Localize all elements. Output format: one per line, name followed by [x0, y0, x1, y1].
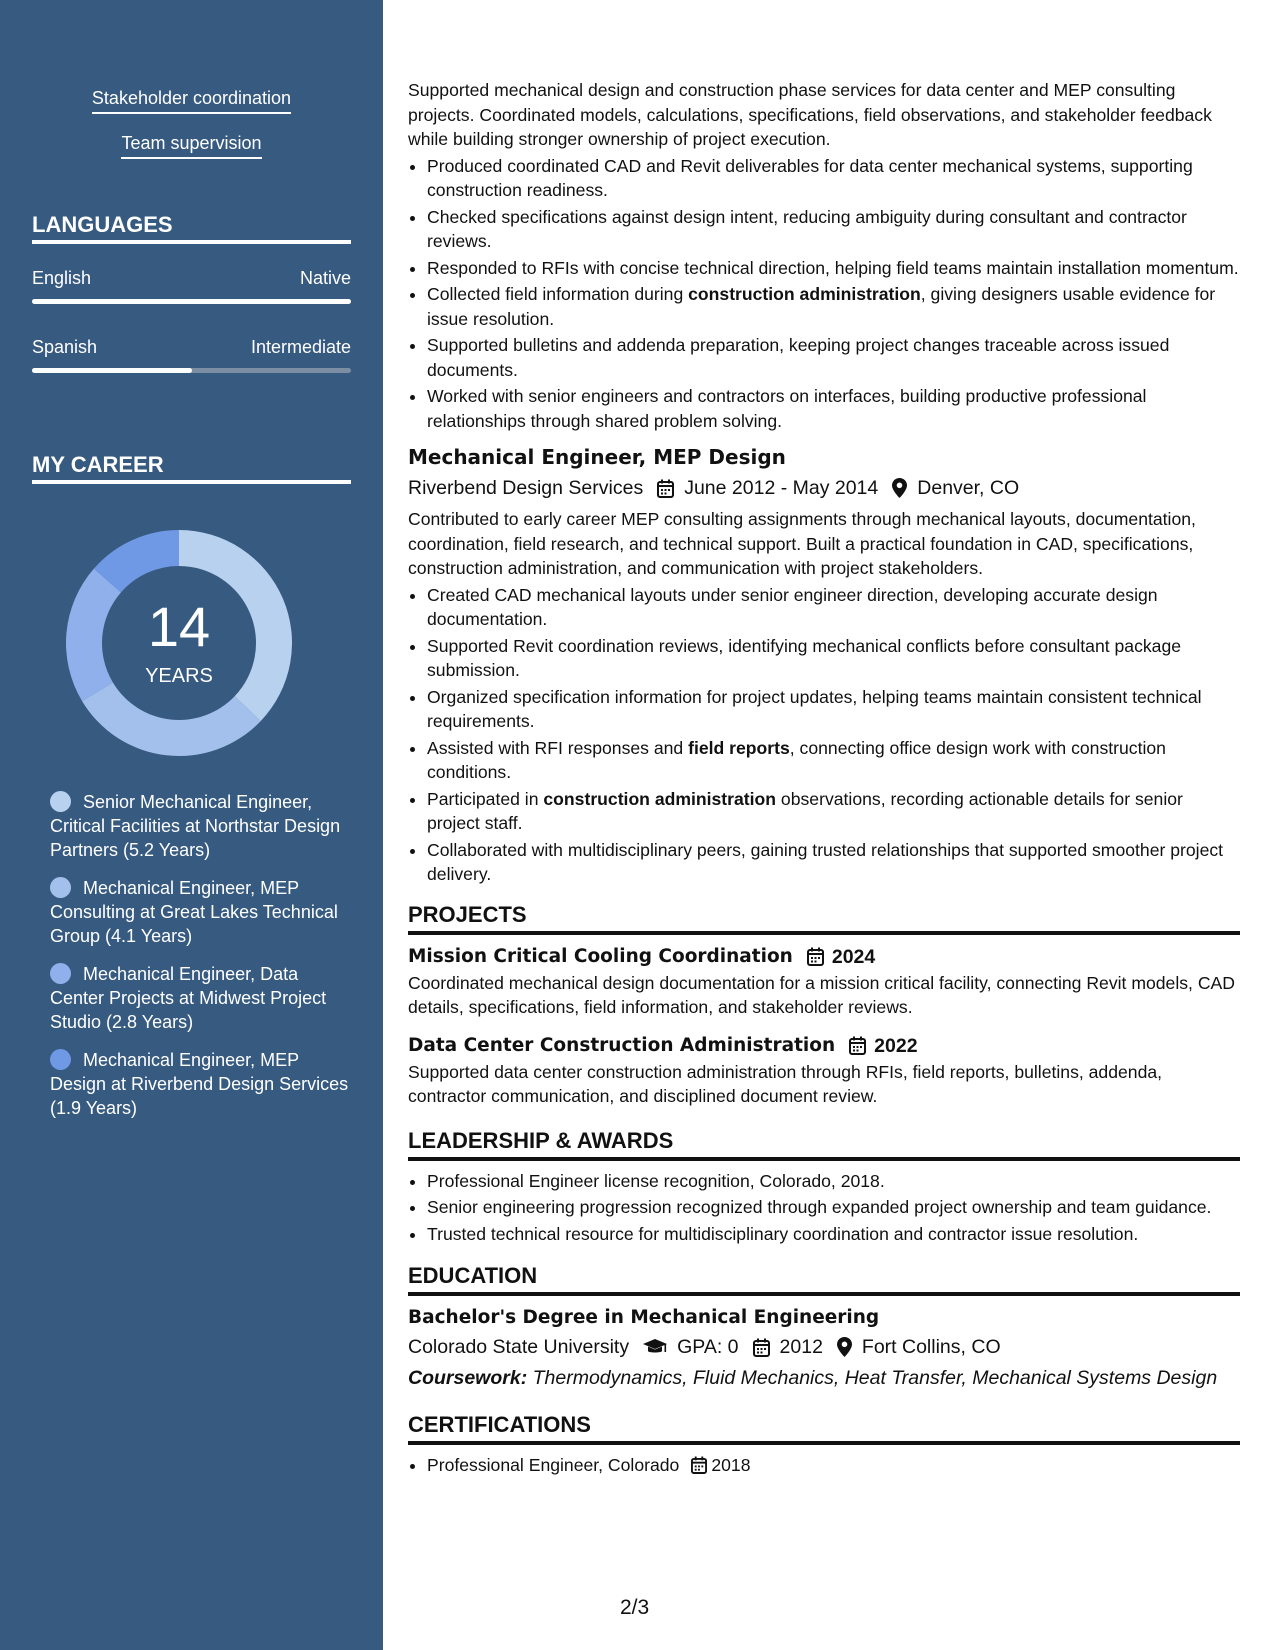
certification-year: 2018 [711, 1455, 751, 1475]
bullet-item: • Participated in construction administration observations, recording actionable details for senior project staff. [427, 787, 1240, 836]
bullet-item: • Organized specification information for project updates, helping teams maintain consistent technical requirements. [427, 685, 1240, 734]
calendar-icon [753, 1338, 770, 1357]
job-summary: Supported mechanical design and construction phase services for data center and MEP consulting projects. Coordinated models, calculations, specifications, field observations, and stakeholder feedback while building stronger ownership of project execution. [408, 80, 1212, 149]
project-title: Mission Critical Cooling Coordination [408, 945, 793, 967]
awards-heading: LEADERSHIP & AWARDS [408, 1127, 1240, 1161]
education-heading: EDUCATION [408, 1262, 1240, 1296]
language-level: Native [299, 268, 351, 288]
education-school: Colorado State University [408, 1336, 630, 1358]
language-proficiency-fill [32, 299, 351, 304]
certification-item [427, 1453, 1240, 1478]
certification-name: • Professional Engineer, Colorado [427, 1455, 680, 1475]
calendar-icon [849, 1036, 866, 1055]
education-gpa: GPA: 0 [677, 1336, 739, 1358]
bullet-item: • Worked with senior engineers and contractors on interfaces, building productive professional relationships through shared problem solving. [427, 384, 1240, 433]
education-meta [408, 1332, 1240, 1362]
language-row [32, 337, 351, 358]
project-title-row [408, 943, 1240, 971]
job-company: Riverbend Design Services [408, 477, 644, 499]
bullet-item: • Responded to RFIs with concise technical direction, helping field teams maintain installation momentum. [427, 256, 1240, 281]
award-item: • Professional Engineer license recognition, Colorado, 2018. [427, 1169, 1240, 1194]
career-legend-item: Mechanical Engineer, MEP Consulting at Great Lakes Technical Group (4.1 Years) [50, 878, 338, 946]
award-item: • Senior engineering progression recognized through expanded project ownership and team guidance. [427, 1195, 1240, 1220]
language-proficiency-bar [32, 368, 351, 373]
job-bullets [427, 154, 1240, 434]
project-year: 2022 [874, 1034, 918, 1057]
certifications-list [427, 1453, 1240, 1478]
project-year: 2024 [831, 945, 876, 968]
bullet-item: • Supported bulletins and addenda preparation, keeping project changes traceable across issued documents. [427, 333, 1240, 382]
bullet-item: • Produced coordinated CAD and Revit deliverables for data center mechanical systems, supporting construction readiness. [427, 154, 1240, 203]
legend-dot [50, 963, 71, 984]
career-legend-item: Mechanical Engineer, Data Center Projects at Midwest Project Studio (2.8 Years) [50, 964, 327, 1032]
bullet-item: • Supported Revit coordination reviews, identifying mechanical conflicts before consultant package submission. [427, 634, 1240, 683]
project-description: Coordinated mechanical design documentation for a mission critical facility, connecting Revit models, CAD details, specifications, field information, and stakeholder reviews. [408, 972, 1235, 1017]
education-coursework: Coursework: Thermodynamics, Fluid Mechanics, Heat Transfer, Mechanical Systems Design [408, 1367, 1218, 1389]
bullet-item: • Assisted with RFI responses and field reports, connecting office design work with construction conditions. [427, 736, 1240, 785]
donut-segment-1 [82, 682, 261, 756]
legend-dot [50, 791, 71, 812]
job-meta [408, 473, 1240, 503]
career-total-years: 14 [147, 595, 211, 658]
language-proficiency-fill [32, 368, 192, 373]
language-name: English [32, 268, 92, 288]
sidebar [0, 0, 383, 1650]
job-summary: Contributed to early career MEP consulting assignments through mechanical layouts, documentation, coordination, field research, and technical support. Built a practical foundation in CAD, specifications, construction administration, and communication with project stakeholders. [408, 509, 1196, 578]
skill-item: Stakeholder coordination [0, 88, 383, 114]
main-content [408, 78, 1240, 1480]
career-unit-label: YEARS [145, 665, 213, 687]
legend-dot [50, 1049, 71, 1070]
career-donut-chart [66, 530, 292, 756]
map-pin-icon [892, 478, 907, 498]
project-description: Supported data center construction administration through RFIs, field reports, bulletins, addenda, contractor communication, and disciplined document review. [408, 1061, 1163, 1106]
calendar-icon [657, 479, 674, 498]
career-legend-item: Mechanical Engineer, MEP Design at Riverbend Design Services (1.9 Years) [50, 1050, 349, 1118]
page-number: 2/3 [620, 1596, 650, 1619]
skill-item: Team supervision [0, 133, 383, 159]
bullet-item: • Collected field information during construction administration, giving designers usable evidence for issue resolution. [427, 282, 1240, 331]
languages-heading: LANGUAGES [32, 212, 351, 244]
donut-segment-2 [66, 569, 121, 701]
career-heading: MY CAREER [32, 452, 351, 484]
certifications-heading: CERTIFICATIONS [408, 1411, 1240, 1445]
language-level: Intermediate [250, 337, 351, 357]
education-location: Fort Collins, CO [861, 1336, 1001, 1358]
education-degree: Bachelor's Degree in Mechanical Engineering [408, 1307, 880, 1328]
bullet-item: • Collaborated with multidisciplinary peers, gaining trusted relationships that supported smoother project delivery. [427, 838, 1240, 887]
project-title-row [408, 1032, 1240, 1060]
project-title: Data Center Construction Administration [408, 1034, 836, 1056]
job-location: Denver, CO [917, 477, 1020, 499]
calendar-icon [807, 947, 824, 966]
job-title: Mechanical Engineer, MEP Design [408, 445, 786, 469]
job-bullets [427, 583, 1240, 887]
job-dates: June 2012 - May 2014 [684, 477, 879, 499]
awards-list [427, 1169, 1240, 1247]
bullet-item: • Created CAD mechanical layouts under senior engineer direction, developing accurate design documentation. [427, 583, 1240, 632]
bullet-item: • Checked specifications against design intent, reducing ambiguity during consultant and contractor reviews. [427, 205, 1240, 254]
education-year: 2012 [779, 1336, 823, 1358]
language-name: Spanish [32, 337, 98, 357]
graduation-cap-icon [643, 1338, 667, 1356]
projects-heading: PROJECTS [408, 901, 1240, 935]
career-legend-item: Senior Mechanical Engineer, Critical Facilities at Northstar Design Partners (5.2 Years) [50, 792, 341, 860]
award-item: • Trusted technical resource for multidisciplinary coordination and contractor issue resolution. [427, 1222, 1240, 1247]
map-pin-icon [837, 1337, 852, 1357]
career-legend [50, 790, 350, 1134]
legend-dot [50, 877, 71, 898]
language-row [32, 268, 351, 289]
language-proficiency-bar [32, 299, 351, 304]
calendar-icon [691, 1456, 707, 1474]
